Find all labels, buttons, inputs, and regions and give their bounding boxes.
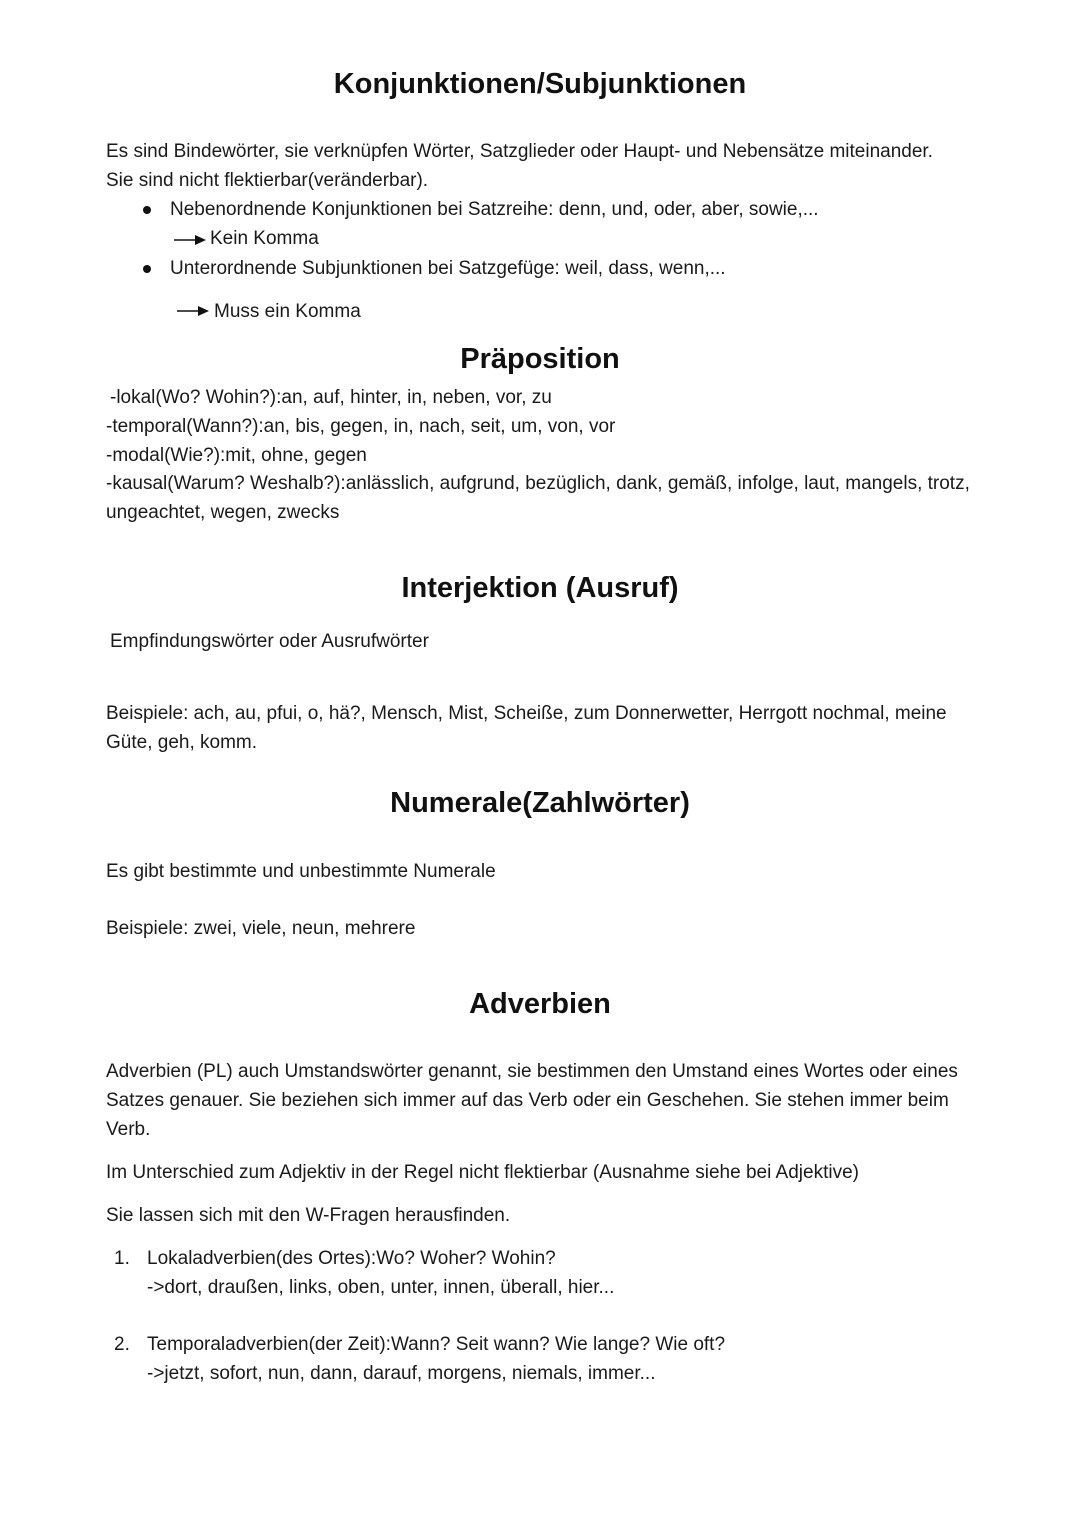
bullet-dot <box>143 206 151 214</box>
list-item-temporal-title: Temporaladverbien(der Zeit):Wann? Seit wann? Wie lange? Wie oft? <box>147 1334 726 1355</box>
adverbien-note-flektierbar: Im Unterschied zum Adjektiv in der Regel nicht flektierbar (Ausnahme siehe bei Adjektive) <box>106 1162 859 1183</box>
arrow-right-icon <box>173 233 207 247</box>
numerale-examples: Beispiele: zwei, viele, neun, mehrere <box>106 918 416 939</box>
list-number: 2. <box>114 1334 130 1355</box>
adverbien-paragraph-line-2: Satzes genauer. Sie beziehen sich immer auf das Verb oder ein Geschehen. Sie stehen immer beim <box>106 1090 949 1111</box>
interjektion-heading: Interjektion (Ausruf) <box>401 572 679 604</box>
praeposition-heading: Präposition <box>460 343 620 375</box>
konjunktionen-intro-line-2: Sie sind nicht flektierbar(veränderbar). <box>106 170 429 191</box>
list-item-lokal-title: Lokaladverbien(des Ortes):Wo? Woher? Wohin? <box>147 1248 556 1269</box>
praeposition-line-modal: -modal(Wie?):mit, ohne, gegen <box>106 445 367 466</box>
interjektion-examples-line-1: Beispiele: ach, au, pfui, o, hä?, Mensch, Mist, Scheiße, zum Donnerwetter, Herrgott nochmal, meine <box>106 703 947 724</box>
konjunktionen-intro-line-1: Es sind Bindewörter, sie verknüpfen Wörter, Satzglieder oder Haupt- und Nebensätze miteinander. <box>106 141 933 162</box>
praeposition-line-temporal: -temporal(Wann?):an, bis, gegen, in, nach, seit, um, von, vor <box>106 416 616 437</box>
adverbien-paragraph-line-3: Verb. <box>106 1119 151 1140</box>
adverbien-paragraph-line-1: Adverbien (PL) auch Umstandswörter genannt, sie bestimmen den Umstand eines Wortes oder eines <box>106 1061 958 1082</box>
arrow-note-muss-komma: Muss ein Komma <box>214 301 361 322</box>
numerale-definition: Es gibt bestimmte und unbestimmte Numerale <box>106 861 496 882</box>
interjektion-examples-line-2: Güte, geh, komm. <box>106 732 258 753</box>
bullet-unterordnend: Unterordnende Subjunktionen bei Satzgefüge: weil, dass, wenn,... <box>170 258 726 279</box>
adverbien-heading: Adverbien <box>469 988 611 1020</box>
arrow-right-icon <box>176 304 210 318</box>
list-item-temporal-examples: ->jetzt, sofort, nun, dann, darauf, morgens, niemals, immer... <box>147 1363 656 1384</box>
arrow-note-kein-komma: Kein Komma <box>210 228 319 249</box>
list-item-lokal-examples: ->dort, draußen, links, oben, unter, innen, überall, hier... <box>147 1277 615 1298</box>
bullet-nebenordnend: Nebenordnende Konjunktionen bei Satzreihe: denn, und, oder, aber, sowie,... <box>170 199 819 220</box>
adverbien-note-w-fragen: Sie lassen sich mit den W-Fragen herausfinden. <box>106 1205 511 1226</box>
bullet-dot <box>143 265 151 273</box>
konjunktionen-heading: Konjunktionen/Subjunktionen <box>333 68 747 100</box>
numerale-heading: Numerale(Zahlwörter) <box>390 787 690 819</box>
praeposition-line-kausal: -kausal(Warum? Weshalb?):anlässlich, aufgrund, bezüglich, dank, gemäß, infolge, laut, mangels, trotz, <box>106 473 970 494</box>
interjektion-definition: Empfindungswörter oder Ausrufwörter <box>110 631 429 652</box>
list-number: 1. <box>114 1248 130 1269</box>
praeposition-line-lokal: -lokal(Wo? Wohin?):an, auf, hinter, in, neben, vor, zu <box>110 387 552 408</box>
praeposition-line-kausal-cont: ungeachtet, wegen, zwecks <box>106 502 340 523</box>
